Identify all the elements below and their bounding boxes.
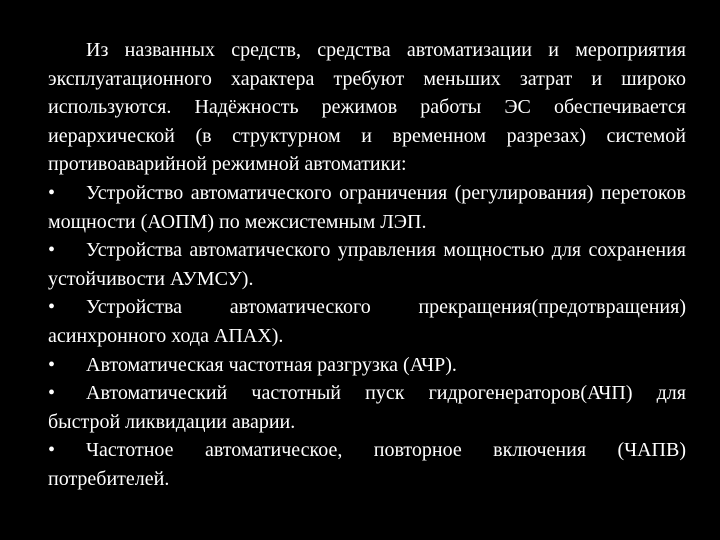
- bullet-icon: •: [48, 181, 56, 204]
- slide-body: [48, 36, 686, 494]
- list-item-text: Автоматическая частотная разгрузка (АЧР).: [86, 353, 457, 376]
- bullet-icon: •: [48, 353, 56, 376]
- bullet-icon: •: [48, 296, 56, 319]
- list-item: [48, 293, 686, 350]
- list-item: [48, 379, 686, 436]
- list-item-text: Частотное автоматическое, повторное включения (ЧАПВ) потребителей.: [48, 439, 686, 490]
- list-item: [48, 351, 686, 380]
- bullet-icon: •: [48, 382, 56, 405]
- list-item: [48, 236, 686, 293]
- list-item-text: Устройства автоматического управления мощностью для сохранения устойчивости АУМСУ).: [48, 239, 686, 290]
- list-item: [48, 436, 686, 493]
- intro-paragraph: Из названных средств, средства автоматизации и мероприятия эксплуатационного характера требуют меньших затрат и широко используются. Надёжность режимов работы ЭС обеспечивается иерархической (в структурном и временном разрезах) системой противоаварийной режимной автоматики:: [48, 39, 686, 176]
- bullet-icon: •: [48, 239, 56, 262]
- bullet-icon: •: [48, 439, 56, 462]
- list-item: [48, 179, 686, 236]
- list-item-text: Устройство автоматического ограничения (регулирования) перетоков мощности (АОПМ) по межсистемным ЛЭП.: [48, 181, 686, 233]
- list-item-text: Устройства автоматического прекращения(предотвращения) асинхронного хода АПАХ).: [48, 296, 686, 347]
- list-item-text: Автоматический частотный пуск гидрогенераторов(АЧП) для быстрой ликвидации аварии.: [48, 382, 686, 433]
